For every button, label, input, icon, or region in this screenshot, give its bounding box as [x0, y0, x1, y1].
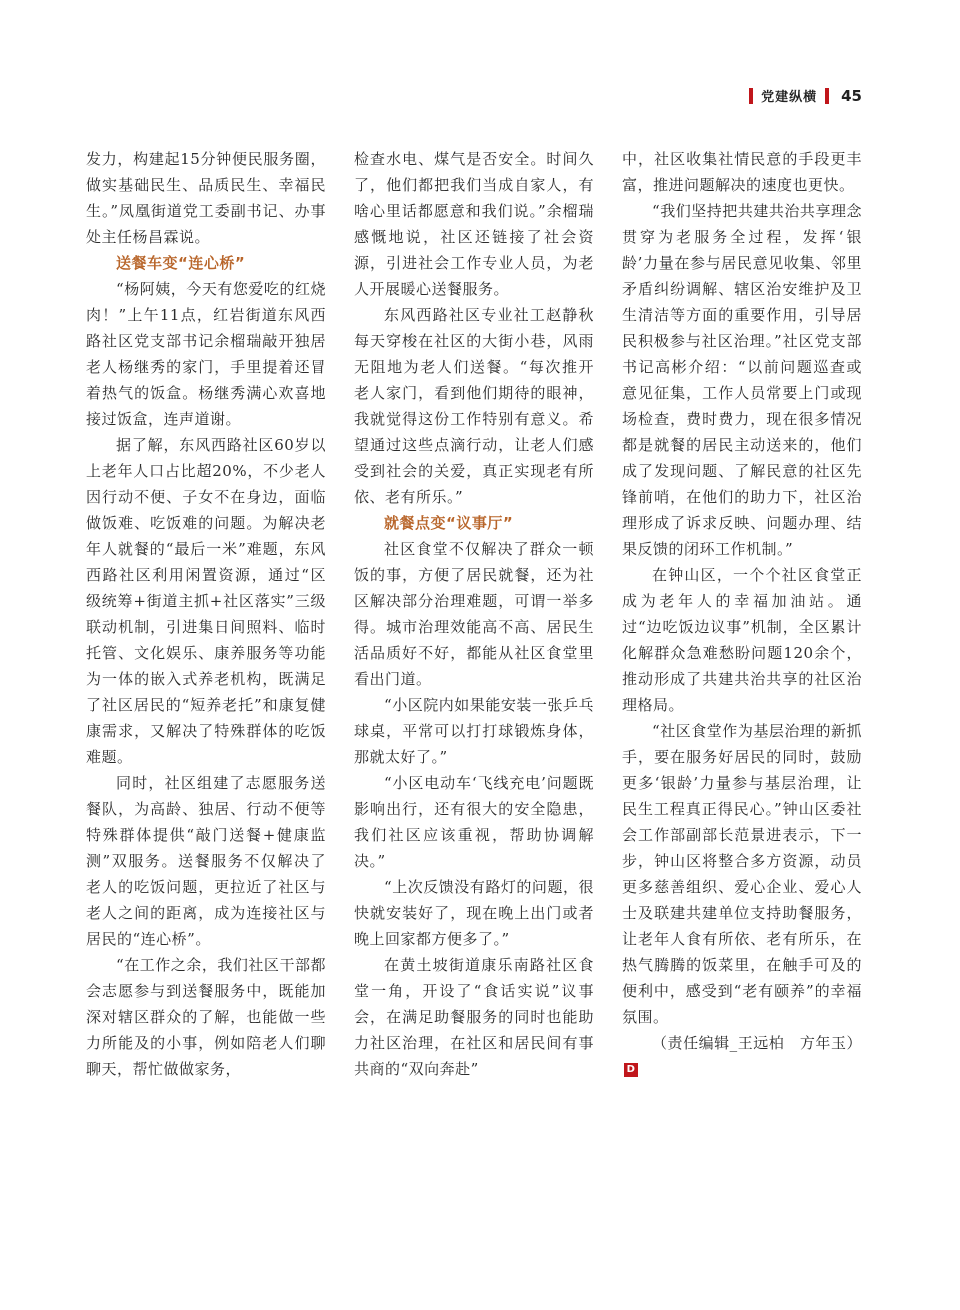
- paragraph: 东风西路社区专业社工赵静秋每天穿梭在社区的大街小巷，风雨无阻地为老人们送餐。“每次推开老人家门，看到他们期待的眼神，我就觉得这份工作特别有意义。希望通过这些点滴行动，让老人们感受到社会的关爱，真正实现老有所依、老有所乐。”: [354, 306, 594, 506]
- paragraph: “我们坚持把共建共治共享理念贯穿为老服务全过程，发挥‘银龄’力量在参与居民意见收集、邻里矛盾纠纷调解、辖区治安维护及卫生清洁等方面的重要作用，引导居民积极参与社区治理。”社区党支部书记高彬介绍：“以前问题巡查或意见征集，工作人员常要上门或现场检查，费时费力，现在很多情况都是就餐的居民主动送来的，他们成了发现问题、了解民意的社区先锋前哨，在他们的助力下，社区治理形成了诉求反映、问题办理、结果反馈的闭环工作机制。”: [622, 202, 862, 558]
- column-3: [622, 146, 862, 1082]
- paragraph: 发力，构建起15分钟便民服务圈，做实基础民生、品质民生、幸福民生。”凤凰街道党工委副书记、办事处主任杨昌霖说。: [86, 150, 326, 246]
- paragraph: “社区食堂作为基层治理的新抓手，要在服务好居民的同时，鼓励更多‘银龄’力量参与基层治理，让民生工程真正得民心。”钟山区委社会工作部副部长范景进表示，下一步，钟山区将整合多方资源，动员更多慈善组织、爱心企业、爱心人士及联建共建单位支持助餐服务，让老年人食有所依、老有所乐，在热气腾腾的饭菜里，在触手可及的便利中，感受到“老有颐养”的幸福氛围。: [622, 722, 862, 1026]
- header-right-bar: [825, 88, 829, 104]
- editor-credit: [622, 1030, 862, 1082]
- paragraph: 在黄土坡街道康乐南路社区食堂一角，开设了“食话实说”议事会，在满足助餐服务的同时也能助力社区治理，在社区和居民间有事共商的“双向奔赴”: [354, 956, 594, 1078]
- paragraph: 同时，社区组建了志愿服务送餐队，为高龄、独居、行动不便等特殊群体提供“敲门送餐+健康监测”双服务。送餐服务不仅解决了老人的吃饭问题，更拉近了社区与老人之间的距离，成为连接社区与居民的“连心桥”。: [86, 774, 326, 948]
- paragraph: “杨阿姨，今天有您爱吃的红烧肉！”上午11点，红岩街道东风西路社区党支部书记余榴瑞敲开独居老人杨继秀的家门，手里提着还冒着热气的饭盒。杨继秀满心欢喜地接过饭盒，连声道谢。: [86, 280, 326, 428]
- page-header: [749, 86, 862, 105]
- header-left-bar: [749, 88, 753, 104]
- end-mark-icon: D: [624, 1063, 638, 1077]
- subheading-delivery: 送餐车变“连心桥”: [116, 254, 246, 272]
- column-2: [354, 146, 594, 1082]
- paragraph: “上次反馈没有路灯的问题，很快就安装好了，现在晚上出门或者晚上回家都方便多了。”: [354, 878, 594, 948]
- paragraph: “小区电动车‘飞线充电’问题既影响出行，还有很大的安全隐患，我们社区应该重视，帮助协调解决。”: [354, 774, 594, 870]
- paragraph: 社区食堂不仅解决了群众一顿饭的事，方便了居民就餐，还为社区解决部分治理难题，可谓一举多得。城市治理效能高不高、居民生活品质好不好，都能从社区食堂里看出门道。: [354, 540, 594, 688]
- paragraph: 据了解，东风西路社区60岁以上老年人口占比超20%，不少老人因行动不便、子女不在身边，面临做饭难、吃饭难的问题。为解决老年人就餐的“最后一米”难题，东风西路社区利用闲置资源，通过“区级统筹+街道主抓+社区落实”三级联动机制，引进集日间照料、临时托管、文化娱乐、康养服务等功能为一体的嵌入式养老机构，既满足了社区居民的“短养老托”和康复健康需求，又解决了特殊群体的吃饭难题。: [86, 436, 326, 766]
- paragraph: 检查水电、煤气是否安全。时间久了，他们都把我们当成自家人，有啥心里话都愿意和我们说。”余榴瑞感慨地说，社区还链接了社会资源，引进社会工作专业人员，为老人开展暖心送餐服务。: [354, 150, 594, 298]
- paragraph: “在工作之余，我们社区干部都会志愿参与到送餐服务中，既能加深对辖区群众的了解，也能做一些力所能及的小事，例如陪老人们聊聊天，帮忙做做家务，: [86, 956, 326, 1078]
- paragraph: “小区院内如果能安装一张乒乓球桌，平常可以打打球锻炼身体，那就太好了。”: [354, 696, 594, 766]
- column-1: [86, 146, 326, 1082]
- page-number: 45: [841, 86, 862, 105]
- editor-credit-text: （责任编辑_王远柏 方年玉）: [652, 1034, 862, 1052]
- subheading-dining: 就餐点变“议事厅”: [384, 514, 514, 532]
- section-name: 党建纵横: [761, 90, 818, 105]
- paragraph: 在钟山区，一个个社区食堂正成为老年人的幸福加油站。通过“边吃饭边议事”机制，全区累计化解群众急难愁盼问题120余个，推动形成了共建共治共享的社区治理格局。: [622, 566, 862, 714]
- paragraph: 中，社区收集社情民意的手段更丰富，推进问题解决的速度也更快。: [622, 150, 862, 194]
